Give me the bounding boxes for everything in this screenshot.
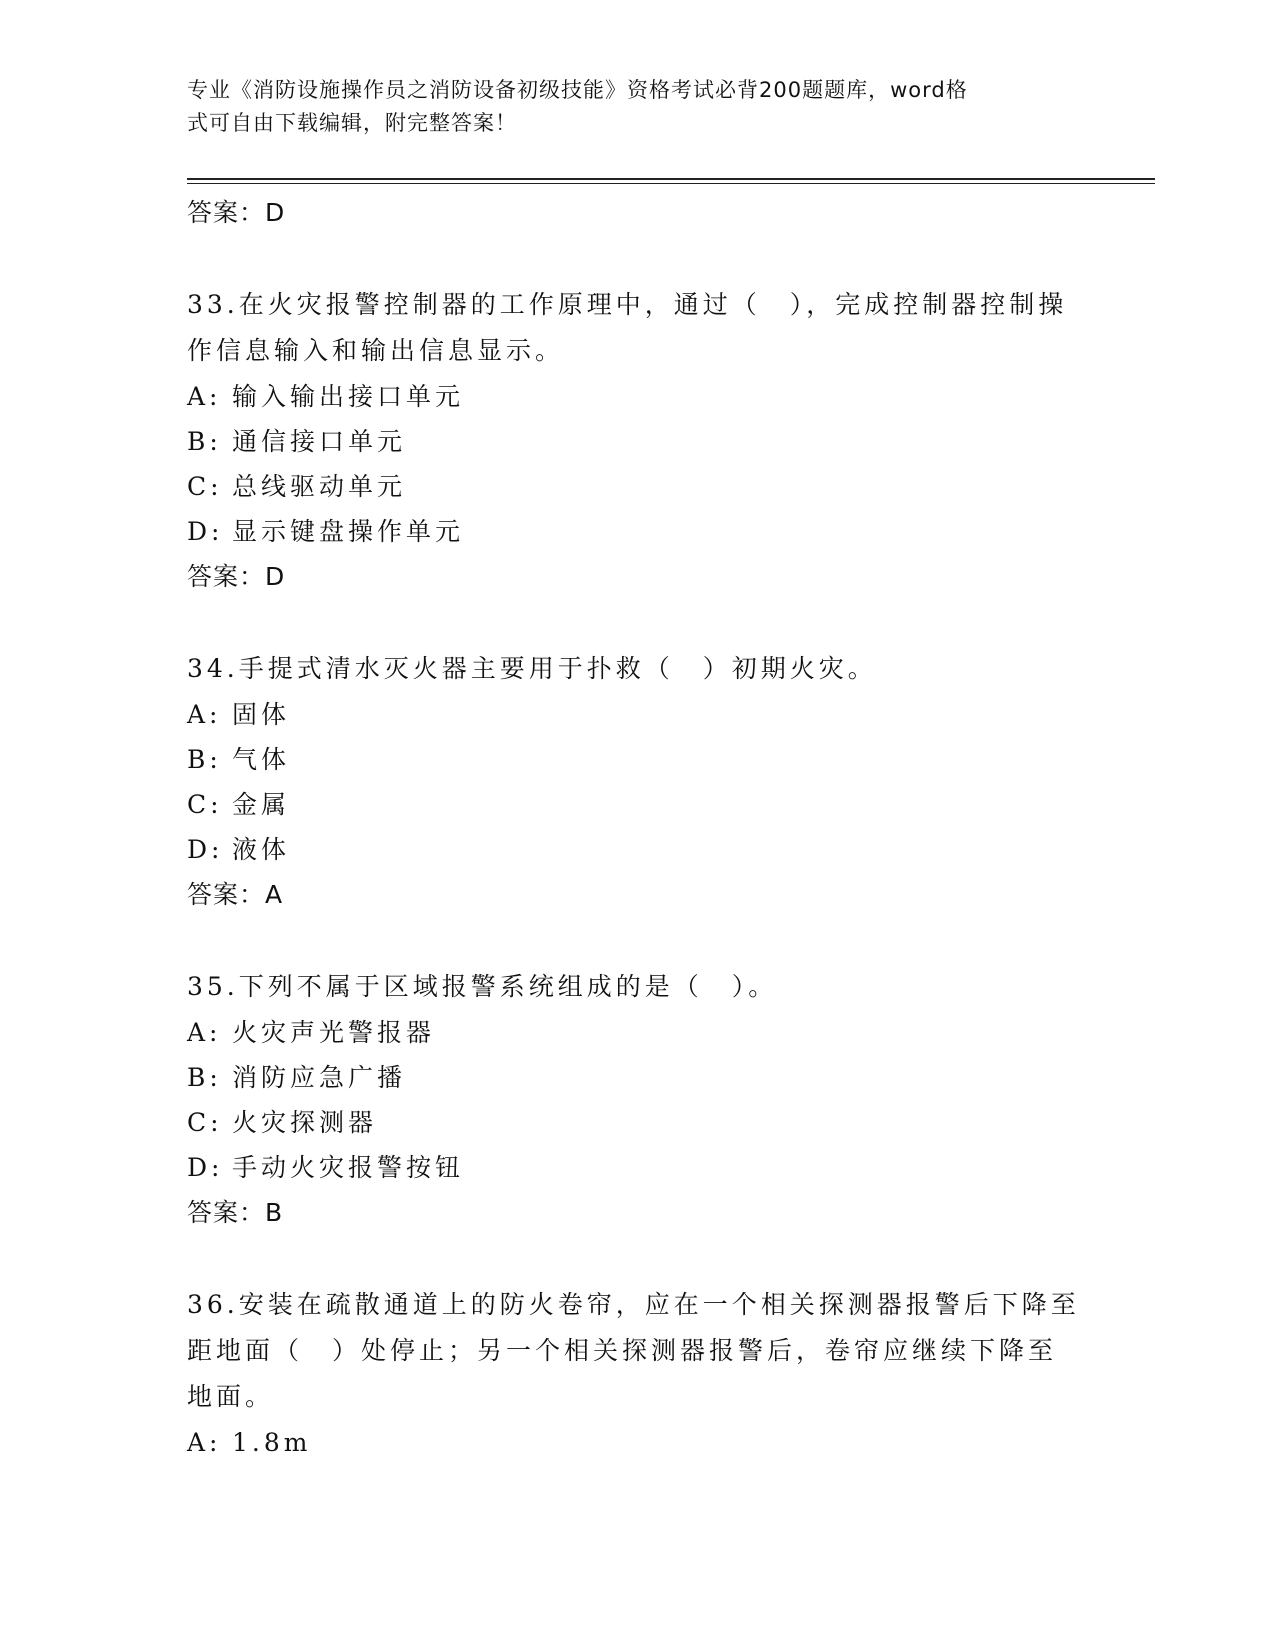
option-b <box>187 737 1087 782</box>
question-stem <box>187 964 1087 1010</box>
option-label: C: <box>187 790 223 819</box>
option-text: 金属 <box>232 790 291 819</box>
answer-value: D <box>265 198 286 227</box>
option-label: D: <box>187 517 224 546</box>
answer-line <box>187 1190 1087 1235</box>
option-b <box>187 419 1087 464</box>
option-b <box>187 1055 1087 1100</box>
option-a <box>187 1420 1087 1465</box>
option-c <box>187 1100 1087 1145</box>
option-label: B: <box>187 427 222 456</box>
option-c <box>187 782 1087 827</box>
answer-value: A <box>265 880 284 909</box>
option-label: A: <box>187 1428 222 1457</box>
stem-line: 36.安装在疏散通道上的防火卷帘，应在一个相关探测器报警后下降至 <box>187 1290 1080 1319</box>
option-text: 液体 <box>232 835 291 864</box>
option-a <box>187 1010 1087 1055</box>
option-d <box>187 827 1087 872</box>
option-d <box>187 1145 1087 1190</box>
option-text: 显示键盘操作单元 <box>232 517 465 546</box>
answer-line <box>187 554 1087 599</box>
question-list <box>187 190 1087 1465</box>
stem-line: 距地面（ ）处停止；另一个相关探测器报警后，卷帘应继续下降至 <box>187 1336 1058 1365</box>
option-text: 输入输出接口单元 <box>232 382 465 411</box>
document-header <box>187 74 1087 140</box>
answer-label: 答案： <box>187 1198 266 1227</box>
answer-line <box>187 190 1087 235</box>
stem-line: 地面。 <box>187 1382 275 1411</box>
option-text: 气体 <box>232 745 291 774</box>
option-text: 总线驱动单元 <box>232 472 407 501</box>
option-label: C: <box>187 1108 223 1137</box>
option-text: 通信接口单元 <box>232 427 407 456</box>
answer-value: B <box>265 1198 284 1227</box>
option-label: D: <box>187 1153 224 1182</box>
answer-value: D <box>265 562 286 591</box>
answer-label: 答案： <box>187 198 266 227</box>
question-block <box>187 964 1087 1235</box>
option-label: B: <box>187 745 222 774</box>
header-line-2: 式可自由下载编辑，附完整答案！ <box>187 111 517 135</box>
option-label: C: <box>187 472 223 501</box>
stem-line: 作信息输入和输出信息显示。 <box>187 336 565 365</box>
answer-label: 答案： <box>187 562 266 591</box>
option-label: A: <box>187 382 222 411</box>
option-a <box>187 692 1087 737</box>
option-label: D: <box>187 835 224 864</box>
answer-line <box>187 872 1087 917</box>
option-text: 火灾探测器 <box>232 1108 378 1137</box>
header-rule-thin <box>187 183 1155 184</box>
option-text: 固体 <box>232 700 291 729</box>
stem-line: 33.在火灾报警控制器的工作原理中，通过（ ），完成控制器控制操 <box>187 290 1068 319</box>
option-text: 手动火灾报警按钮 <box>232 1153 465 1182</box>
header-rule-thick <box>187 178 1155 180</box>
question-stem <box>187 646 1087 692</box>
header-line-1: 专业《消防设施操作员之消防设备初级技能》资格考试必背200题题库，word格 <box>187 78 968 102</box>
question-block <box>187 1282 1087 1465</box>
question-stem <box>187 282 1087 374</box>
option-label: A: <box>187 1018 222 1047</box>
question-block <box>187 646 1087 917</box>
option-a <box>187 374 1087 419</box>
option-c <box>187 464 1087 509</box>
option-d <box>187 509 1087 554</box>
stem-line: 34.手提式清水灭火器主要用于扑救（ ）初期火灾。 <box>187 654 877 683</box>
option-text: 消防应急广播 <box>232 1063 407 1092</box>
question-stem <box>187 1282 1087 1420</box>
option-text: 火灾声光警报器 <box>232 1018 436 1047</box>
question-block <box>187 282 1087 599</box>
stem-line: 35.下列不属于区域报警系统组成的是（ ）。 <box>187 972 778 1001</box>
option-label: B: <box>187 1063 222 1092</box>
option-label: A: <box>187 700 222 729</box>
answer-label: 答案： <box>187 880 266 909</box>
option-text: 1.8m <box>232 1428 312 1457</box>
